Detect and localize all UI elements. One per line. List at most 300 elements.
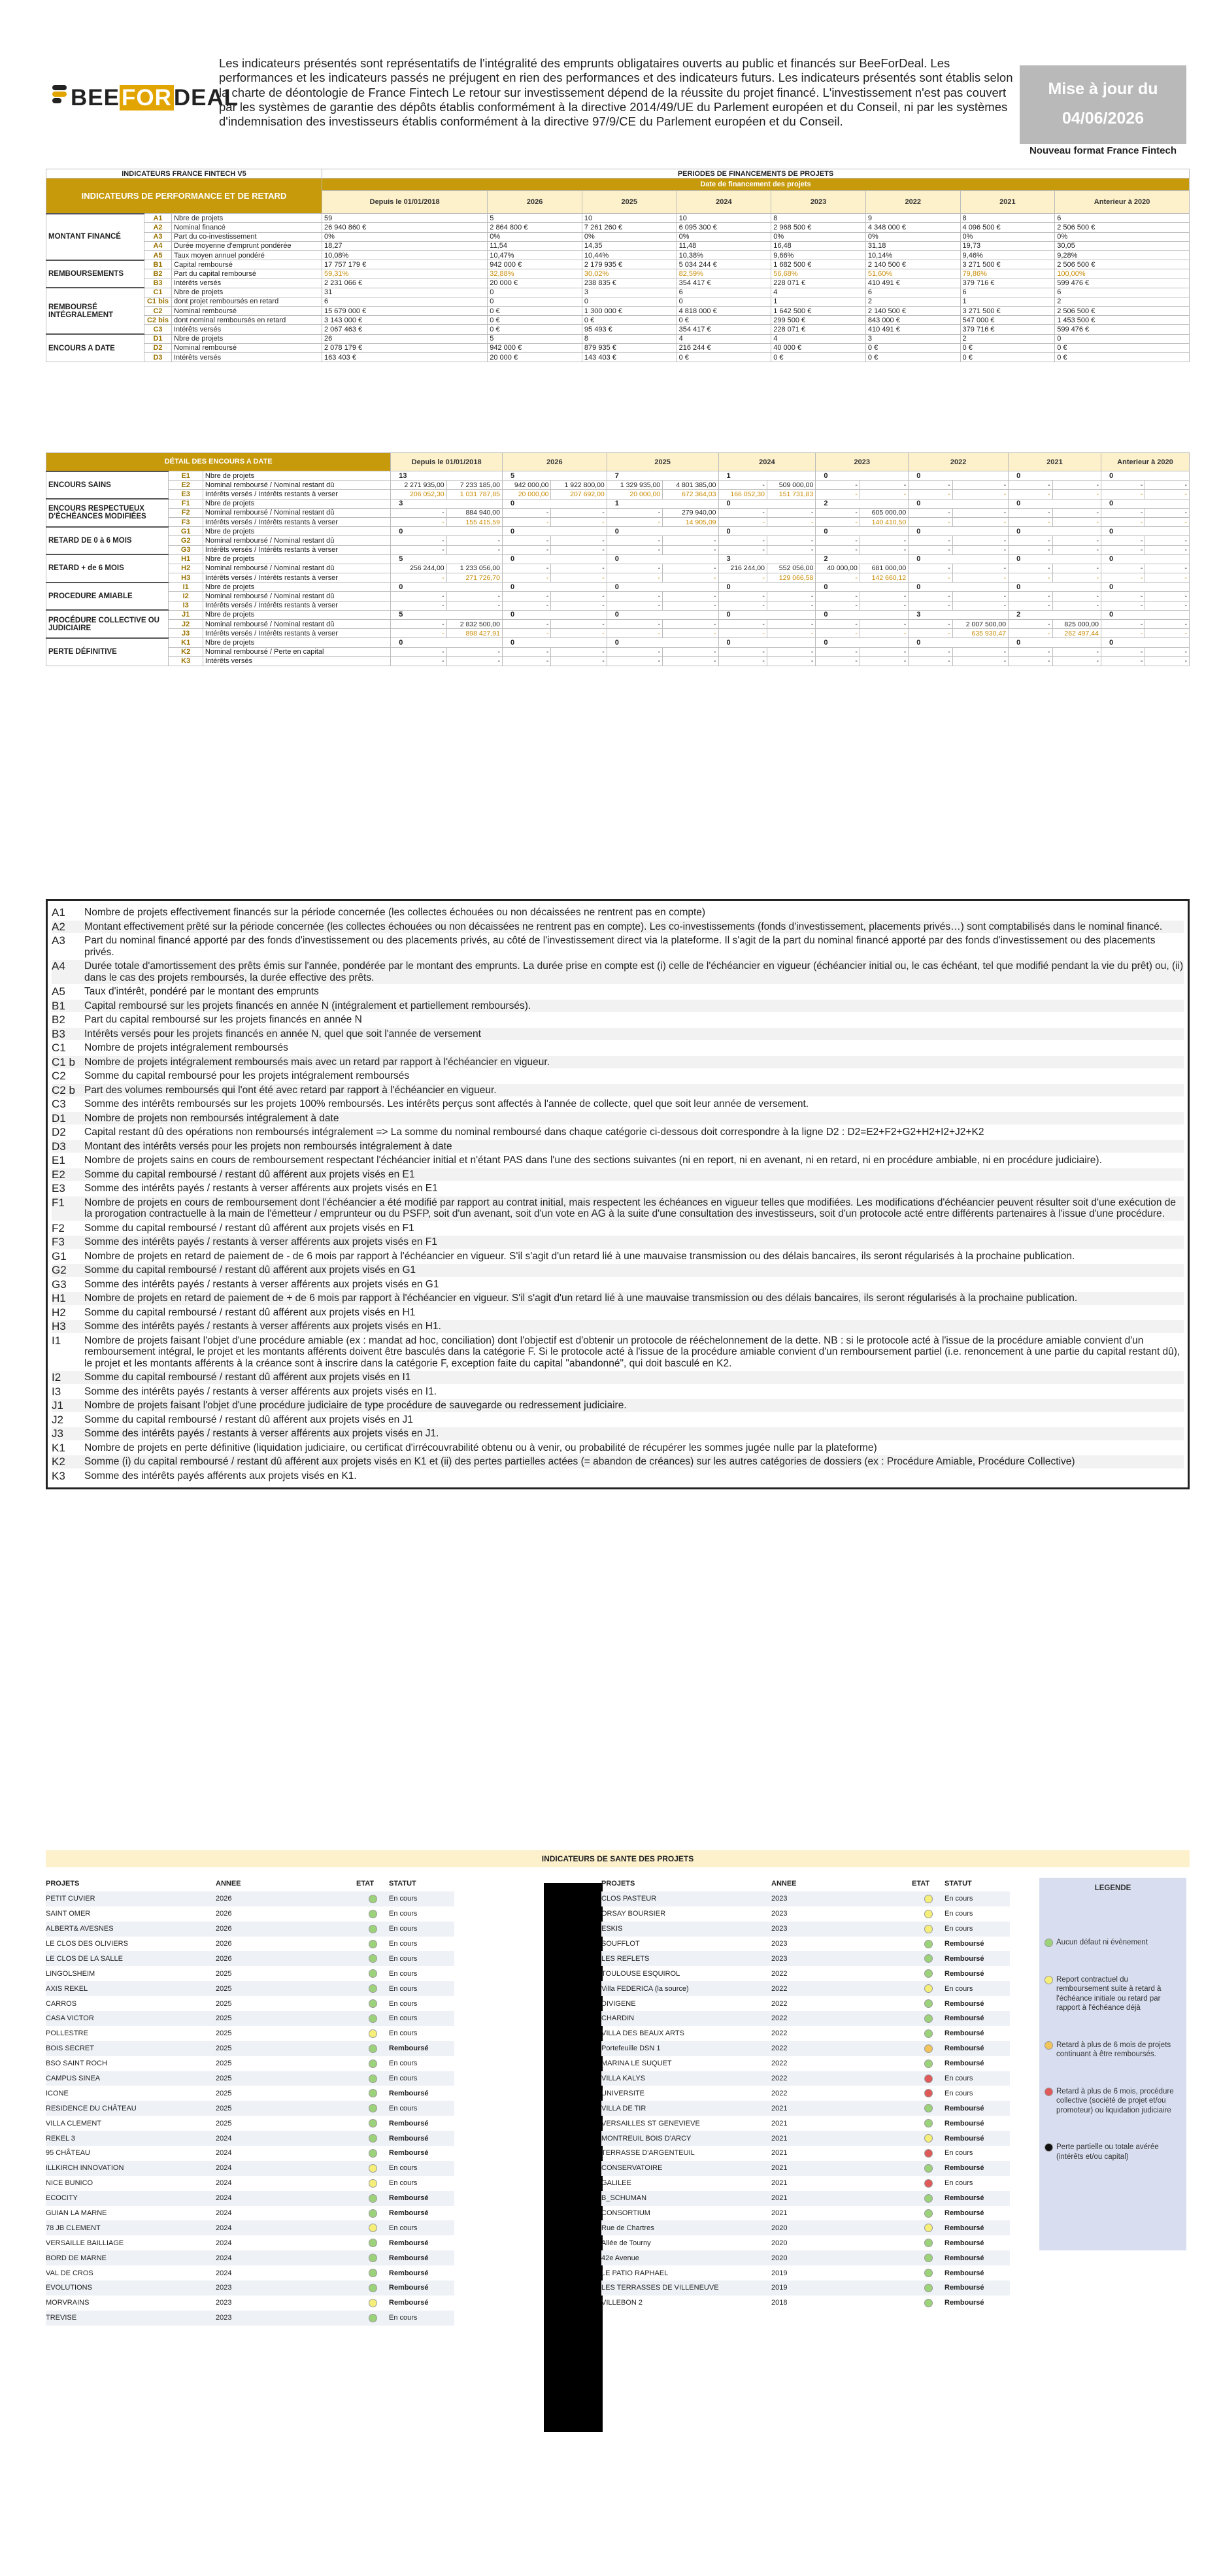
cell-value: 31 (322, 288, 488, 297)
status-dot-icon (924, 2029, 933, 2038)
project-name: CLOS PASTEUR (601, 1895, 657, 1903)
cell-value: - (952, 564, 1008, 573)
project-state (356, 2269, 389, 2277)
cell-count: 0 (1101, 638, 1189, 647)
project-row (601, 2026, 1010, 2041)
cell-value: 16,48 (771, 241, 866, 250)
project-row (46, 2041, 454, 2056)
definition-text: Capital restant dû des opérations non remboursés intégralement => La somme du nominal remboursé dans chaque catégorie ci-dessous doit correspondre à la ligne D2 : D2=E2+F2+G2+H2+I2+J2+K2 (84, 1127, 984, 1138)
project-name: 95 CHÂTEAU (46, 2149, 90, 2158)
column-header: Anterieur à 2020 (1101, 453, 1189, 471)
cell-value: - (909, 573, 952, 583)
cell-value: 2 506 500 € (1055, 307, 1190, 316)
project-status: Remboursé (389, 2269, 429, 2277)
project-row (601, 1966, 1010, 1981)
cell-value: - (607, 647, 662, 656)
project-status: Remboursé (945, 1999, 984, 2008)
row-code: A3 (144, 232, 172, 241)
cell-value: - (767, 601, 815, 610)
cell-value: - (607, 620, 662, 629)
cell-value: - (1101, 508, 1145, 517)
cell-count: 3 (391, 499, 503, 508)
cell-value: 129 066,58 (767, 573, 815, 583)
cell-value: 3 271 500 € (960, 307, 1055, 316)
project-year: 2026 (216, 1910, 232, 1918)
header-etat: ETAT (912, 1880, 930, 1888)
project-row (46, 2280, 454, 2296)
project-status: Remboursé (389, 2089, 429, 2097)
definition-row (52, 1250, 1184, 1263)
cell-value: 0 € (960, 343, 1055, 352)
cell-value: - (767, 647, 815, 656)
project-state (356, 1910, 389, 1918)
row-label: Intérêts versés / Intérêts restants à verser (203, 490, 390, 499)
cell-count: 0 (391, 638, 503, 647)
definition-code: I1 (52, 1334, 61, 1347)
row-label: Intérêts versés / Intérêts restants à verser (203, 629, 390, 638)
status-dot-icon (369, 1969, 377, 1978)
status-dot-icon (369, 1925, 377, 1933)
cell-count: 2 (1009, 610, 1101, 619)
cell-value: - (1101, 573, 1145, 583)
cell-value: - (1009, 573, 1052, 583)
cell-count: 5 (391, 554, 503, 564)
cell-value: - (1009, 601, 1052, 610)
cell-count: 0 (1101, 499, 1189, 508)
project-year: 2025 (216, 1969, 232, 1978)
definition-row (52, 1028, 1184, 1041)
cell-value: 599 476 € (1055, 279, 1190, 288)
project-name: LE CLOS DE LA SALLE (46, 1954, 124, 1963)
cell-value: 2 (1055, 297, 1190, 306)
cell-value: - (1009, 481, 1052, 490)
cell-value: 942 000,00 (503, 481, 551, 490)
status-dot-icon (924, 2224, 933, 2232)
cell-value: - (503, 647, 551, 656)
cell-value: - (663, 620, 718, 629)
project-row (46, 2235, 454, 2250)
cell-value: - (1052, 573, 1101, 583)
cell-value: - (1052, 545, 1101, 554)
definition-text: Somme des intérêts payés / restants à verser afférents aux projets visés en I1. (84, 1385, 437, 1397)
project-name: MONTREUIL BOIS D'ARCY (601, 2134, 692, 2143)
project-row (46, 1937, 454, 1952)
row-code: D1 (144, 334, 172, 343)
definition-code: A2 (52, 920, 65, 933)
project-year: 2022 (771, 1999, 788, 2008)
row-label: Nbre de projets (172, 334, 322, 343)
cell-value: 8 (582, 334, 677, 343)
project-name: VILLEBON 2 (601, 2299, 643, 2307)
cell-value: 2 (865, 297, 960, 306)
definition-code: G3 (52, 1278, 67, 1291)
project-status: Remboursé (945, 1954, 984, 1963)
cell-value: - (551, 647, 607, 656)
project-row (601, 2176, 1010, 2191)
cell-value: 9,46% (960, 250, 1055, 260)
cell-value: 2 864 800 € (488, 223, 582, 232)
project-name: MORVRAINS (46, 2299, 90, 2307)
status-dot-icon (924, 1969, 933, 1978)
cell-value: - (503, 545, 551, 554)
legend-dot-icon (1045, 2088, 1053, 2096)
row-code: G3 (169, 545, 203, 554)
perf-section-title: INDICATEURS DE PERFORMANCE ET DE RETARD (46, 178, 322, 214)
cell-value: 95 493 € (582, 325, 677, 334)
project-name: VERSAILLE BAILLIAGE (46, 2239, 124, 2247)
cell-value: - (1052, 564, 1101, 573)
cell-value: 0 € (488, 307, 582, 316)
cell-value: - (446, 656, 502, 666)
project-row (46, 2176, 454, 2191)
row-code: G2 (169, 536, 203, 545)
project-state (912, 2104, 945, 2112)
cell-count: 0 (607, 527, 718, 536)
group-label: MONTANT FINANCÉ (46, 214, 144, 260)
project-year: 2024 (216, 2164, 232, 2173)
cell-value: 40 000 € (771, 343, 866, 352)
project-year: 2020 (771, 2239, 788, 2247)
status-dot-icon (369, 2104, 377, 2112)
status-dot-icon (369, 1984, 377, 1993)
column-header: 2023 (816, 453, 909, 471)
group-label: RETARD + de 6 MOIS (46, 554, 169, 583)
project-status: Remboursé (389, 2209, 429, 2218)
cell-value: - (1009, 647, 1052, 656)
cell-count: 0 (391, 527, 503, 536)
project-state (356, 2134, 389, 2143)
status-dot-icon (369, 2209, 377, 2218)
project-name: TREVISE (46, 2314, 77, 2322)
cell-value: 0% (488, 232, 582, 241)
row-code: C2 (144, 307, 172, 316)
cell-value: - (446, 545, 502, 554)
cell-value: - (446, 592, 502, 601)
cell-value: 18,27 (322, 241, 488, 250)
cell-value: 20 000 € (488, 279, 582, 288)
project-year: 2024 (216, 2239, 232, 2247)
project-row (46, 2026, 454, 2041)
cell-count: 0 (1101, 583, 1189, 592)
definition-text: Somme du capital remboursé / restant dû afférent aux projets visés en E1 (84, 1168, 415, 1180)
project-status: Remboursé (389, 2254, 429, 2262)
cell-value: - (909, 601, 952, 610)
project-year: 2023 (771, 1895, 788, 1903)
project-status: Remboursé (945, 1940, 984, 1948)
cell-value: - (767, 517, 815, 526)
cell-value: - (816, 545, 860, 554)
cell-value: 1 031 787,85 (446, 490, 502, 499)
cell-value: - (860, 620, 908, 629)
cell-value: - (1145, 629, 1190, 638)
project-year: 2023 (771, 1910, 788, 1918)
legend-text: Aucun défaut ni évènement (1056, 1939, 1148, 1946)
cell-value: - (607, 536, 662, 545)
cell-value: - (952, 536, 1008, 545)
cell-value: - (1101, 656, 1145, 666)
definition-code: E2 (52, 1168, 65, 1181)
cell-value: - (909, 620, 952, 629)
column-header: Anterieur à 2020 (1055, 191, 1190, 214)
project-state (356, 2254, 389, 2262)
cell-value: - (391, 601, 446, 610)
project-status: En cours (389, 1999, 418, 2008)
definition-row (52, 1427, 1184, 1440)
definition-row (52, 1385, 1184, 1398)
encours-table (46, 452, 1190, 666)
definition-row (52, 1196, 1184, 1221)
cell-value: - (860, 536, 908, 545)
cell-value: 6 (322, 297, 488, 306)
cell-value: 0% (582, 232, 677, 241)
definition-code: E3 (52, 1182, 65, 1195)
project-name: ICONE (46, 2089, 69, 2097)
status-dot-icon (924, 2179, 933, 2188)
definition-text: Somme des intérêts payés / restants à verser afférents aux projets visés en G1 (84, 1278, 439, 1290)
cell-value: 2 (960, 334, 1055, 343)
cell-value: 2 968 500 € (771, 223, 866, 232)
cell-value: - (391, 508, 446, 517)
row-code: I3 (169, 601, 203, 610)
cell-value: 26 940 860 € (322, 223, 488, 232)
row-label: Durée moyenne d'emprunt pondérée (172, 241, 322, 250)
status-dot-icon (924, 1925, 933, 1933)
cell-value: - (909, 545, 952, 554)
project-status: En cours (945, 1895, 973, 1903)
definition-text: Part du nominal financé apporté par des fonds d'investissement ou des placements privés, au côté de l'investissement direct via la plateforme. Il s'agit de la part du nominal financé apporté par des fonds d'investissement ou des placements privés. (84, 935, 1156, 958)
cell-value: 825 000,00 (1052, 620, 1101, 629)
column-header: Depuis le 01/01/2018 (391, 453, 503, 471)
cell-value: - (767, 536, 815, 545)
cell-value: - (718, 601, 767, 610)
cell-value: 0% (960, 232, 1055, 241)
project-state (912, 2194, 945, 2203)
project-year: 2021 (771, 2134, 788, 2143)
project-year: 2025 (216, 1984, 232, 1993)
cell-value: 4 348 000 € (865, 223, 960, 232)
project-list-right (601, 1876, 1010, 2311)
project-name: ECOCITY (46, 2194, 78, 2203)
cell-count: 0 (1009, 638, 1101, 647)
cell-value: - (952, 490, 1008, 499)
row-code: J2 (169, 620, 203, 629)
project-state (356, 2059, 389, 2068)
definition-code: C1 b (52, 1055, 75, 1068)
project-status: En cours (945, 1925, 973, 1933)
cell-value: - (1101, 536, 1145, 545)
cell-value: - (551, 545, 607, 554)
cell-value: - (816, 601, 860, 610)
column-header: 2022 (909, 453, 1009, 471)
project-state (912, 1925, 945, 1933)
project-status: Remboursé (945, 2284, 984, 2292)
project-year: 2022 (771, 1984, 788, 1993)
cell-count: 0 (503, 638, 607, 647)
cell-value: - (767, 629, 815, 638)
project-row (46, 2146, 454, 2161)
cell-value: - (551, 536, 607, 545)
cell-value: - (1101, 592, 1145, 601)
bee-icon (52, 85, 67, 111)
row-code: C1 bis (144, 297, 172, 306)
cell-value: - (1052, 481, 1101, 490)
row-code: G1 (169, 527, 203, 536)
row-label: dont nominal remboursés en retard (172, 316, 322, 325)
project-state (356, 1925, 389, 1933)
definition-code: F2 (52, 1221, 65, 1234)
project-year: 2024 (216, 2224, 232, 2232)
project-row (46, 1996, 454, 2011)
cell-value: - (1009, 536, 1052, 545)
cell-value: - (551, 656, 607, 666)
legend-dot-icon (1045, 2143, 1053, 2152)
encours-section-title: DÉTAIL DES ENCOURS A DATE (46, 453, 391, 471)
project-name: PETIT CUVIER (46, 1895, 95, 1903)
cell-value: - (391, 536, 446, 545)
header (0, 0, 1221, 163)
definition-text: Nombre de projets en perte définitive (liquidation judiciaire, ou certificat d'irrécouvrabilité obtenu ou à venir, ou probabilité de récupérer les sommes jugée nulle par la plateforme) (84, 1442, 877, 1453)
project-state (912, 2224, 945, 2232)
group-label: ENCOURS RESPECTUEUX D'ÉCHÉANCES MODIFIÉES (46, 499, 169, 527)
cell-value: 151 731,83 (767, 490, 815, 499)
project-year: 2025 (216, 2014, 232, 2023)
project-status: En cours (945, 2179, 973, 2188)
status-dot-icon (369, 1999, 377, 2008)
project-name: Villa FEDERICA (la source) (601, 1984, 689, 1993)
project-status: En cours (389, 1925, 418, 1933)
project-name: VILLA DES BEAUX ARTS (601, 2029, 684, 2038)
cell-value: 2 832 500,00 (446, 620, 502, 629)
cell-value: 10,14% (865, 250, 960, 260)
project-state (912, 1999, 945, 2008)
definition-code: G2 (52, 1264, 67, 1276)
project-status: Remboursé (945, 2254, 984, 2262)
cell-value: - (663, 647, 718, 656)
definition-row (52, 1056, 1184, 1069)
disclaimer-text: Les indicateurs présentés sont représentatifs de l'intégralité des emprunts obligataires ouverts au public et financés sur BeeForDeal. Les performances et les indicateurs passés ne préjugent en rien des performances et des indicateurs futurs. Les indicateurs présentés sont établis selon la charte de déontologie de France Fintech Le retour sur investissement dépend de la réussite du projet financé. L'investissement n'est pas couvert par les systèmes de garantie des dépôts établis conformément à la directive 2014/49/UE du Parlement européen et du Conseil, ni par les systèmes d'indemnisation des investisseurs établis conformément à la directive 97/9/CE du Parlement européen et du Conseil. (219, 56, 1013, 129)
project-name: DIVIGENE (601, 1999, 636, 2008)
definition-text: Somme du capital remboursé / restant dû afférent aux projets visés en I1 (84, 1372, 411, 1383)
project-row (601, 2011, 1010, 2026)
cell-value: - (718, 647, 767, 656)
project-state (912, 2179, 945, 2188)
row-code: H2 (169, 564, 203, 573)
project-status: Remboursé (389, 2044, 429, 2053)
status-dot-icon (924, 1940, 933, 1948)
project-row (601, 2131, 1010, 2146)
definition-text: Nombre de projets faisant l'objet d'une procédure judiciaire de type procédure de sauvegarde ou redressement judiciaire. (84, 1400, 627, 1411)
project-name: CONSORTIUM (601, 2209, 650, 2218)
cell-value: 19,73 (960, 241, 1055, 250)
project-list-left (46, 1876, 454, 2326)
group-label: ENCOURS SAINS (46, 471, 169, 500)
row-label: Nominal remboursé / Nominal restant dû (203, 564, 390, 573)
definition-row (52, 1042, 1184, 1055)
definition-text: Somme du capital remboursé / restant dû afférent aux projets visés en G1 (84, 1264, 416, 1276)
project-row (46, 1966, 454, 1981)
cell-value: 1 329 935,00 (607, 481, 662, 490)
definition-row (52, 1264, 1184, 1277)
project-state (912, 2284, 945, 2292)
cell-value: - (551, 620, 607, 629)
row-label: Intérêts versés (172, 353, 322, 362)
legend-item (1045, 1938, 1181, 1948)
project-state (356, 2104, 389, 2112)
cell-value: 0 € (677, 353, 771, 362)
status-dot-icon (369, 2179, 377, 2188)
project-state (912, 2075, 945, 2083)
project-status: Remboursé (945, 2014, 984, 2023)
cell-value: - (1101, 545, 1145, 554)
project-state (356, 1954, 389, 1963)
project-state (356, 1984, 389, 1993)
cell-value: 9,28% (1055, 250, 1190, 260)
project-status: En cours (389, 2314, 418, 2322)
status-dot-icon (369, 2044, 377, 2053)
project-row (601, 1907, 1010, 1922)
cell-value: 30,02% (582, 269, 677, 279)
project-row (46, 2056, 454, 2071)
project-row (46, 2086, 454, 2101)
cell-value: - (446, 647, 502, 656)
definition-text: Nombre de projets faisant l'objet d'une procédure amiable (ex : mandat ad hoc, conciliation) dont l'objectif est d'obtenir un protocole de rééchelonnement de la dette. NB : si le protocole acté à l'issue de la procédure amiable convient d'un remboursement intégral, le projet et les montants afférents doivent être basculés dans la catégorie F. Si le protocole acté à l'issue de la procédure amiable convient d'un remboursement partiel (i.e. renoncement à une partie du capital restant dû), le projet et les montants afférents à la créance sont à inscrire dans la catégorie F, exception faite du capital "abandonné", qui doit basculé en K2. (84, 1334, 1180, 1369)
project-year: 2018 (771, 2299, 788, 2307)
row-label: Nominal remboursé (172, 307, 322, 316)
cell-value: - (909, 481, 952, 490)
cell-value: 552 056,00 (767, 564, 815, 573)
column-header: 2023 (771, 191, 866, 214)
cell-value: - (718, 629, 767, 638)
cell-value: 6 (1055, 214, 1190, 223)
project-status: En cours (945, 1984, 973, 1993)
project-state (912, 2239, 945, 2247)
cell-value: - (909, 490, 952, 499)
row-label: Taux moyen annuel pondéré (172, 250, 322, 260)
cell-value: 20 000,00 (503, 490, 551, 499)
definition-row (52, 1070, 1184, 1083)
cell-count: 0 (1101, 527, 1189, 536)
row-code: A5 (144, 250, 172, 260)
row-label: Intérêts versés / Intérêts restants à verser (203, 545, 390, 554)
cell-value: - (503, 536, 551, 545)
status-dot-icon (924, 2284, 933, 2292)
project-row (601, 2235, 1010, 2250)
cell-value: - (816, 647, 860, 656)
legend-text: Perte partielle ou totale avérée (intérêts et/ou capital) (1056, 2143, 1159, 2161)
cell-value: - (607, 629, 662, 638)
cell-value: 166 052,30 (718, 490, 767, 499)
project-status: En cours (389, 2164, 418, 2173)
cell-value: 216 244 € (677, 343, 771, 352)
project-row (46, 2131, 454, 2146)
cell-value: 1 300 000 € (582, 307, 677, 316)
cell-value: - (503, 656, 551, 666)
project-year: 2021 (771, 2119, 788, 2127)
row-code: E2 (169, 481, 203, 490)
definition-text: Nombre de projets sains en cours de remboursement respectant l'échéancier initial et n'étant PAS dans l'une des sections suivantes (ni en report, ni en avenant, ni en retard, ni en procédure ambiable, ni en procédure judiciaire). (84, 1155, 1102, 1166)
sante-title: INDICATEURS DE SANTE DES PROJETS (46, 1850, 1190, 1867)
cell-value: 20 000,00 (607, 490, 662, 499)
cell-count: 0 (607, 583, 718, 592)
project-state (356, 2179, 389, 2188)
cell-value: - (1052, 517, 1101, 526)
legend-text: Retard à plus de 6 mois de projets continuant à être remboursés. (1056, 2041, 1171, 2058)
project-row (601, 2265, 1010, 2280)
cell-value: - (1145, 647, 1190, 656)
project-name: GUIAN LA MARNE (46, 2209, 107, 2218)
project-status: Remboursé (945, 2134, 984, 2143)
cell-value: - (391, 620, 446, 629)
